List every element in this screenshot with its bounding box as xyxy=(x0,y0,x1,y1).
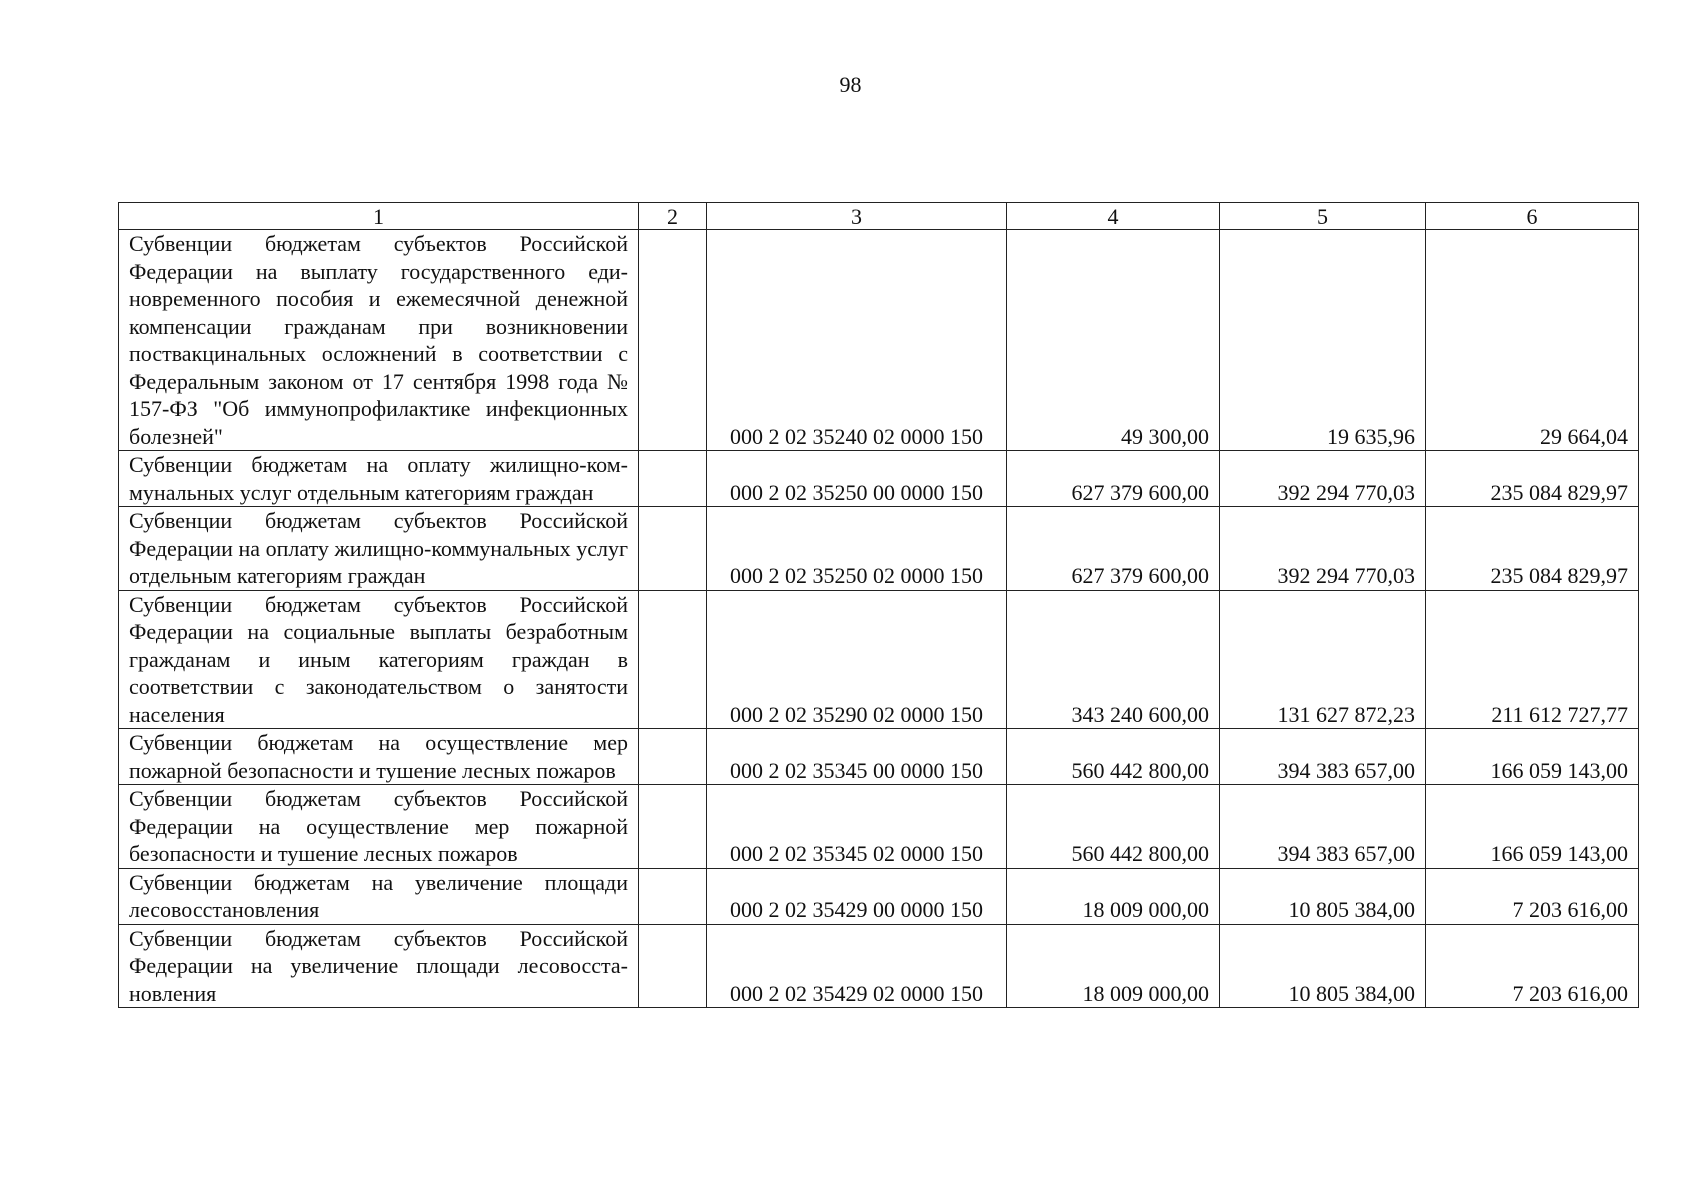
row-code: 000 2 02 35429 00 0000 150 xyxy=(707,868,1007,924)
table-row xyxy=(119,590,1639,729)
row-code: 000 2 02 35345 02 0000 150 xyxy=(707,785,1007,869)
row-code: 000 2 02 35290 02 0000 150 xyxy=(707,590,1007,729)
row-col-6: 166 059 143,00 xyxy=(1426,785,1639,869)
row-col-5: 131 627 872,23 xyxy=(1220,590,1426,729)
row-col-4: 627 379 600,00 xyxy=(1007,507,1220,591)
row-name: Субвенции бюджетам субъектов Российской Федерации на выплату государственного единовременного пособия и ежемесячной денежной компенсации гражданам при возникновении поствакцинальных осложнений в соответствии с Федеральным законом от 17 сентября 1998 года № 157-ФЗ "Об иммунопрофилактике инфекционных болезней" xyxy=(119,230,639,451)
row-col-4: 18 009 000,00 xyxy=(1007,924,1220,1008)
row-name: Субвенции бюджетам на оплату жилищно-коммунальных услуг отдельным категориям граждан xyxy=(119,451,639,507)
row-col-6: 211 612 727,77 xyxy=(1426,590,1639,729)
header-col-2: 2 xyxy=(639,203,707,230)
table-row xyxy=(119,924,1639,1008)
row-col-6: 7 203 616,00 xyxy=(1426,868,1639,924)
table-row xyxy=(119,230,1639,451)
header-col-5: 5 xyxy=(1220,203,1426,230)
row-col-6: 7 203 616,00 xyxy=(1426,924,1639,1008)
budget-table xyxy=(118,202,1639,1008)
row-col-4: 49 300,00 xyxy=(1007,230,1220,451)
header-col-3: 3 xyxy=(707,203,1007,230)
row-col-2 xyxy=(639,230,707,451)
row-name: Субвенции бюджетам на увеличение площади лесовосстановления xyxy=(119,868,639,924)
table-row xyxy=(119,729,1639,785)
row-code: 000 2 02 35345 00 0000 150 xyxy=(707,729,1007,785)
row-name: Субвенции бюджетам субъектов Российской Федерации на увеличение площади лесовосстановления xyxy=(119,924,639,1008)
row-code: 000 2 02 35250 02 0000 150 xyxy=(707,507,1007,591)
header-col-1: 1 xyxy=(119,203,639,230)
row-col-2 xyxy=(639,451,707,507)
row-col-6: 235 084 829,97 xyxy=(1426,507,1639,591)
row-col-5: 10 805 384,00 xyxy=(1220,924,1426,1008)
row-col-5: 19 635,96 xyxy=(1220,230,1426,451)
row-col-5: 392 294 770,03 xyxy=(1220,507,1426,591)
row-name: Субвенции бюджетам субъектов Российской Федерации на оплату жилищно-коммунальных услуг отдельным категориям граждан xyxy=(119,507,639,591)
page-number: 98 xyxy=(839,72,862,97)
row-col-6: 29 664,04 xyxy=(1426,230,1639,451)
row-col-2 xyxy=(639,590,707,729)
row-col-4: 560 442 800,00 xyxy=(1007,785,1220,869)
row-col-5: 394 383 657,00 xyxy=(1220,785,1426,869)
table-row xyxy=(119,507,1639,591)
table-row xyxy=(119,868,1639,924)
row-col-6: 235 084 829,97 xyxy=(1426,451,1639,507)
row-name: Субвенции бюджетам субъектов Российской Федерации на осуществление мер пожарной безопасности и тушение лесных пожаров xyxy=(119,785,639,869)
row-col-4: 343 240 600,00 xyxy=(1007,590,1220,729)
header-row xyxy=(119,203,1639,230)
header-col-4: 4 xyxy=(1007,203,1220,230)
table-row xyxy=(119,785,1639,869)
row-col-2 xyxy=(639,868,707,924)
row-col-2 xyxy=(639,924,707,1008)
row-name: Субвенции бюджетам субъектов Российской Федерации на социальные выплаты безработным гражданам и иным категориям граждан в соответствии с законодательством о занятости населения xyxy=(119,590,639,729)
row-col-2 xyxy=(639,785,707,869)
row-col-4: 627 379 600,00 xyxy=(1007,451,1220,507)
table-row xyxy=(119,451,1639,507)
row-col-2 xyxy=(639,507,707,591)
header-col-6: 6 xyxy=(1426,203,1639,230)
row-col-6: 166 059 143,00 xyxy=(1426,729,1639,785)
row-col-5: 394 383 657,00 xyxy=(1220,729,1426,785)
row-code: 000 2 02 35429 02 0000 150 xyxy=(707,924,1007,1008)
row-code: 000 2 02 35250 00 0000 150 xyxy=(707,451,1007,507)
row-code: 000 2 02 35240 02 0000 150 xyxy=(707,230,1007,451)
row-col-4: 560 442 800,00 xyxy=(1007,729,1220,785)
row-col-2 xyxy=(639,729,707,785)
row-col-4: 18 009 000,00 xyxy=(1007,868,1220,924)
row-col-5: 10 805 384,00 xyxy=(1220,868,1426,924)
row-name: Субвенции бюджетам на осуществление мер пожарной безопасности и тушение лесных пожаров xyxy=(119,729,639,785)
row-col-5: 392 294 770,03 xyxy=(1220,451,1426,507)
